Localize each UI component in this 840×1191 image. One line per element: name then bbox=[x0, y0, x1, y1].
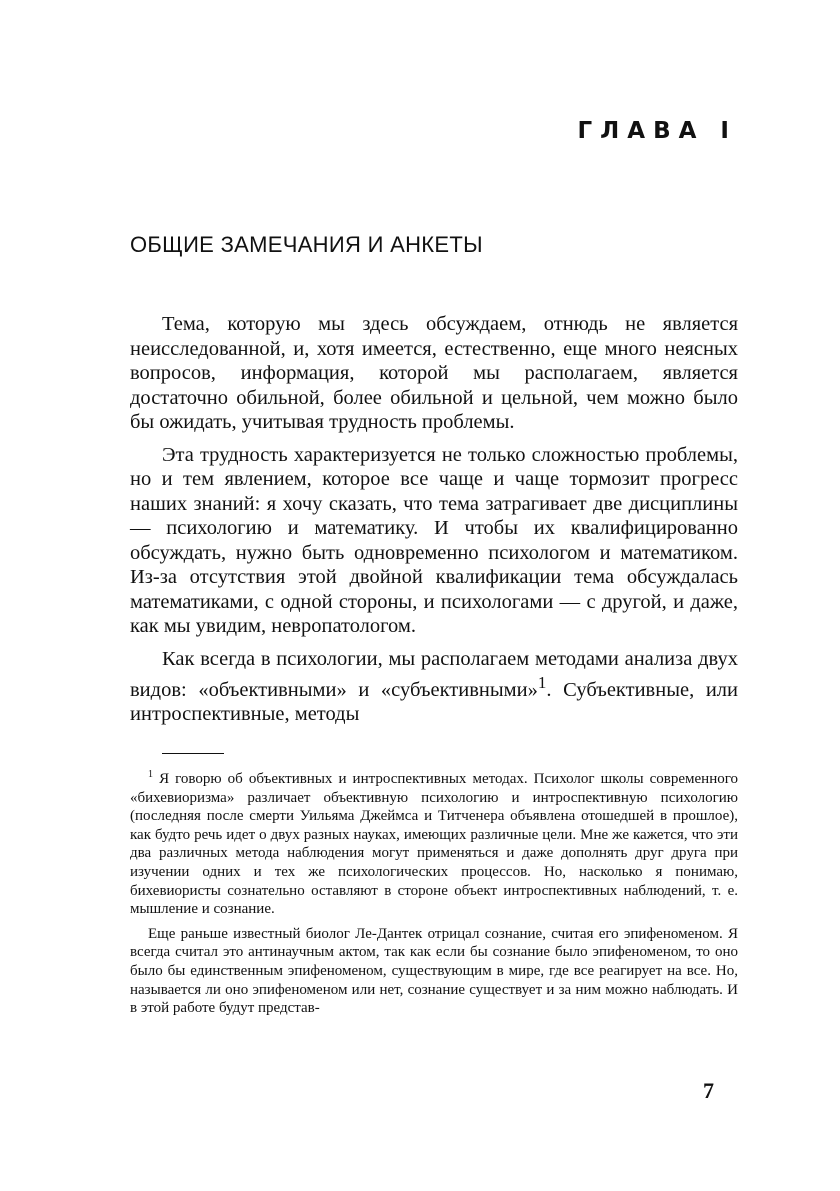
section-title: ОБЩИЕ ЗАМЕЧАНИЯ И АНКЕТЫ bbox=[130, 232, 483, 257]
footnotes bbox=[130, 766, 738, 1024]
paragraph: Эта трудность характеризуется не только сложностью проблемы, но и тем явлением, которое все чаще и чаще тормозит прогресс наших знаний: я хочу сказать, что тема затрагивает две дисциплины — психологию и математику. И чтобы их квалифицированно обсуждать, нужно быть одновременно психологом и математиком. Из-за отсутствия этой двойной квалификации тема обсуждалась математиками, с одной стороны, и психологами — с другой, и даже, как мы увидим, невропатологом. bbox=[130, 443, 738, 637]
paragraph: Тема, которую мы здесь обсуждаем, отнюдь не является неисследованной, и, хотя имеется, естественно, еще много неясных вопросов, информация, которой мы располагаем, является достаточно обильной, более обильной и цельной, чем можно было бы ожидать, учитывая трудность проблемы. bbox=[130, 313, 738, 433]
footnote-divider bbox=[162, 753, 224, 754]
footnote-continuation: Еще раньше известный биолог Ле-Дантек отрицал сознание, считая его эпифеноменом. Я всегда считал это антинаучным актом, так как если бы сознание было эпифеноменом, то оно было бы единственным эпифеноменом, существующим в мире, где все реагирует на все. Но, называется ли оно эпифеноменом или нет, сознание существует и за ним можно наблюдать. И в этой работе будут представ- bbox=[130, 925, 738, 1017]
chapter-heading: ГЛАВА I bbox=[577, 118, 737, 144]
paragraph-text: Субъективные, или интроспективные, методы bbox=[130, 678, 739, 726]
main-text bbox=[130, 312, 738, 735]
paragraph: Как всегда в психологии, мы располагаем методами анализа двух видов: «объективными» и «субъективными»$^1$. Субъективные, или интроспективные, методы bbox=[130, 647, 739, 726]
footnote bbox=[130, 766, 738, 919]
footnote-marker: 1 bbox=[148, 769, 153, 780]
paragraph-text: Как всегда в психологии, мы располагаем методами анализа двух видов: «объективными» и «субъективными» bbox=[130, 647, 738, 701]
footnote-text: Я говорю об объективных и интроспективных методах. Психолог школы современного «бихевиоризма» различает объективную психологию и интроспективную психологию (последняя после смерти Уильяма Джеймса и Титченера объявлена отошедшей в прошлое), как будто речь идет о двух разных науках, имеющих различные цели. Мне же кажется, что эти два различных метода наблюдения могут применяться и даже дополнять друг друга при изучении одних и тех же психологических процессов. Но, насколько я понимаю, бихевиористы сознательно оставляют в стороне объект интроспективных наблюдений, т. е. мышление и сознание. bbox=[130, 771, 739, 918]
page-number: 7 bbox=[703, 1078, 714, 1103]
footnote-reference: 1 bbox=[537, 673, 547, 692]
